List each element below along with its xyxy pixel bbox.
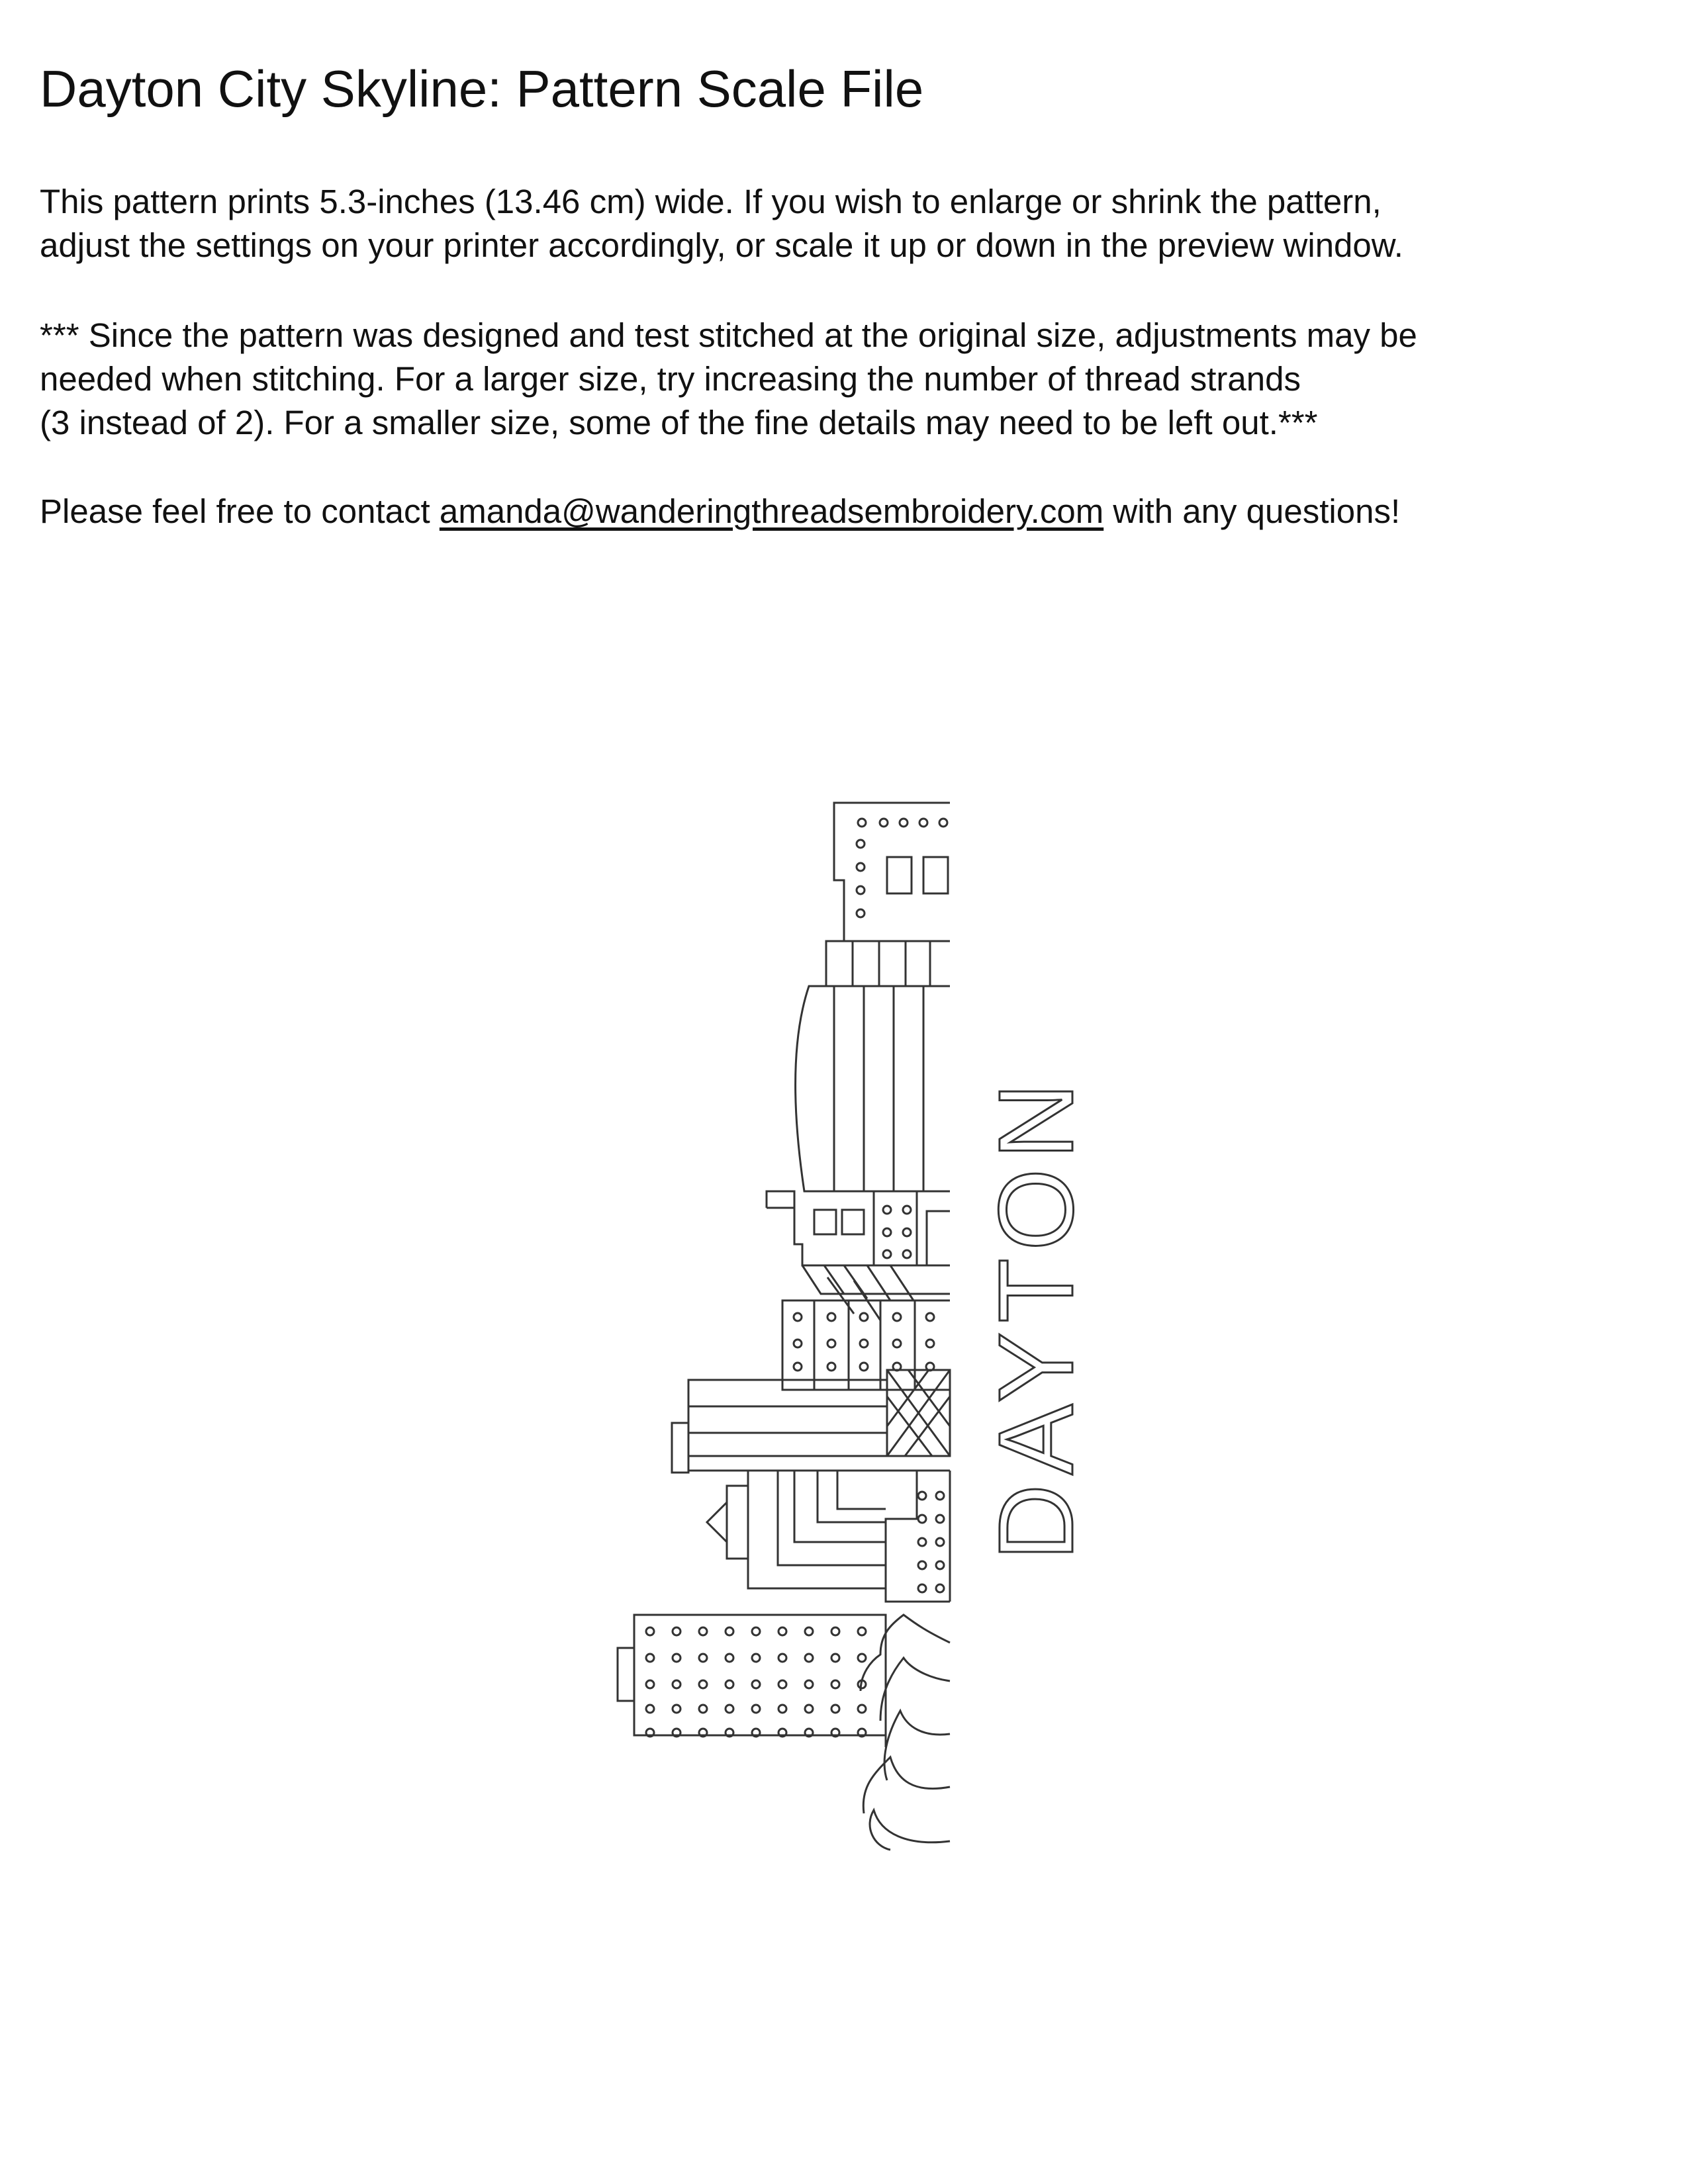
dot-icon bbox=[857, 863, 865, 871]
curved-tower bbox=[796, 986, 950, 1191]
dot-icon bbox=[936, 1561, 944, 1569]
dot-icon bbox=[827, 1340, 835, 1347]
mid-building bbox=[767, 1191, 950, 1265]
bottom-dotted-building bbox=[618, 1615, 886, 1737]
page-title: Dayton City Skyline: Pattern Scale File bbox=[40, 60, 924, 118]
dot-icon bbox=[646, 1705, 654, 1713]
dot-icon bbox=[805, 1680, 813, 1688]
dot-icon bbox=[699, 1654, 707, 1662]
dot-icon bbox=[883, 1206, 891, 1214]
dot-icon bbox=[926, 1340, 934, 1347]
crown-block bbox=[826, 941, 950, 986]
dot-icon bbox=[805, 1654, 813, 1662]
dot-icon bbox=[752, 1705, 760, 1713]
dot-icon bbox=[673, 1705, 680, 1713]
print-size-line-1: This pattern prints 5.3-inches (13.46 cm) wide. If you wish to enlarge or shrink the pattern, bbox=[40, 183, 1382, 220]
dot-icon bbox=[918, 1584, 926, 1592]
contact-text-before: Please feel free to contact bbox=[40, 492, 440, 530]
dot-icon bbox=[673, 1680, 680, 1688]
dot-icon bbox=[778, 1680, 786, 1688]
dot-icon bbox=[752, 1654, 760, 1662]
window-icon bbox=[842, 1210, 864, 1234]
dot-icon bbox=[831, 1680, 839, 1688]
dot-icon bbox=[857, 909, 865, 917]
dot-icon bbox=[794, 1313, 802, 1321]
dot-icon bbox=[831, 1654, 839, 1662]
dot-icon bbox=[903, 1228, 911, 1236]
lattice-block bbox=[887, 1370, 950, 1456]
wave-arches bbox=[861, 1615, 950, 1850]
dot-icon bbox=[858, 1705, 866, 1713]
dot-icon bbox=[831, 1627, 839, 1635]
stepped-building bbox=[748, 1471, 950, 1602]
dot-icon bbox=[918, 1538, 926, 1546]
diagonal-section bbox=[802, 1265, 950, 1320]
dot-icon bbox=[883, 1228, 891, 1236]
dot-icon bbox=[918, 1515, 926, 1523]
dot-icon bbox=[858, 1654, 866, 1662]
dot-icon bbox=[857, 840, 865, 848]
dot-icon bbox=[699, 1680, 707, 1688]
dot-icon bbox=[857, 886, 865, 894]
dot-icon bbox=[778, 1627, 786, 1635]
dot-icon bbox=[827, 1363, 835, 1371]
dot-icon bbox=[646, 1680, 654, 1688]
dot-icon bbox=[939, 819, 947, 827]
window-icon bbox=[887, 857, 912, 893]
contact-email-link[interactable]: amanda@wanderingthreadsembroidery.com bbox=[439, 492, 1104, 530]
stitching-note-line-1: *** Since the pattern was designed and test stitched at the original size, adjustments may be bbox=[40, 316, 1417, 354]
top-tower bbox=[834, 803, 950, 941]
dot-icon bbox=[893, 1313, 901, 1321]
dot-icon bbox=[673, 1627, 680, 1635]
dot-icon bbox=[918, 1492, 926, 1500]
dot-icon bbox=[778, 1654, 786, 1662]
dot-icon bbox=[936, 1584, 944, 1592]
dot-icon bbox=[858, 819, 866, 827]
window-icon bbox=[814, 1210, 836, 1234]
dot-icon bbox=[805, 1627, 813, 1635]
dot-icon bbox=[936, 1515, 944, 1523]
dot-icon bbox=[883, 1250, 891, 1258]
dot-icon bbox=[699, 1627, 707, 1635]
dot-icon bbox=[699, 1705, 707, 1713]
dot-icon bbox=[726, 1627, 733, 1635]
dot-icon bbox=[893, 1340, 901, 1347]
arrow-tower bbox=[707, 1486, 748, 1559]
dot-icon bbox=[860, 1313, 868, 1321]
dot-icon bbox=[726, 1680, 733, 1688]
stitching-note-line-2: needed when stitching. For a larger size, try increasing the number of thread strands bbox=[40, 360, 1301, 398]
dot-icon bbox=[900, 819, 908, 827]
dot-icon bbox=[794, 1363, 802, 1371]
dot-icon bbox=[827, 1313, 835, 1321]
dot-icon bbox=[919, 819, 927, 827]
dot-icon bbox=[673, 1654, 680, 1662]
dot-icon bbox=[752, 1680, 760, 1688]
dayton-word: DAYTON bbox=[976, 1073, 1095, 1561]
window-icon bbox=[923, 857, 948, 893]
dot-icon bbox=[918, 1561, 926, 1569]
dot-icon bbox=[778, 1705, 786, 1713]
dot-icon bbox=[646, 1654, 654, 1662]
dot-icon bbox=[860, 1363, 868, 1371]
dot-icon bbox=[752, 1627, 760, 1635]
dot-icon bbox=[903, 1206, 911, 1214]
contact-text-after: with any questions! bbox=[1103, 492, 1401, 530]
dot-icon bbox=[646, 1627, 654, 1635]
dot-icon bbox=[726, 1705, 733, 1713]
dot-icon bbox=[860, 1340, 868, 1347]
stitching-note-line-3: (3 instead of 2). For a smaller size, some of the fine details may need to be left out.*** bbox=[40, 404, 1318, 441]
dot-icon bbox=[880, 819, 888, 827]
dot-icon bbox=[726, 1654, 733, 1662]
dot-icon bbox=[805, 1705, 813, 1713]
dot-icon bbox=[926, 1313, 934, 1321]
dot-icon bbox=[858, 1627, 866, 1635]
print-size-line-2: adjust the settings on your printer accordingly, or scale it up or down in the preview window. bbox=[40, 226, 1403, 264]
dot-icon bbox=[831, 1705, 839, 1713]
dot-icon bbox=[903, 1250, 911, 1258]
dot-icon bbox=[794, 1340, 802, 1347]
dot-icon bbox=[936, 1538, 944, 1546]
dot-icon bbox=[936, 1492, 944, 1500]
